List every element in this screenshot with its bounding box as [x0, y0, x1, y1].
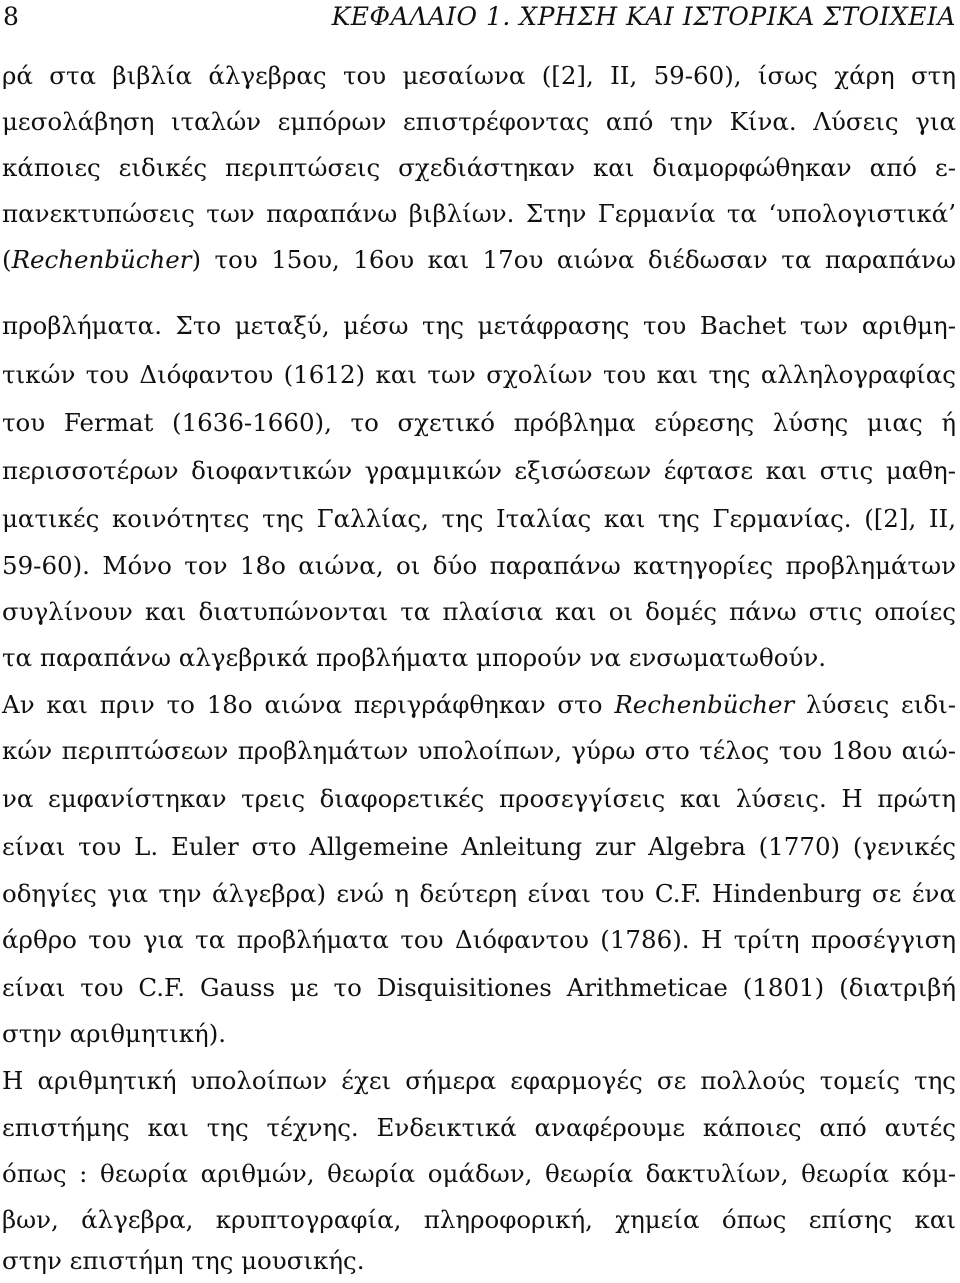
text-line: τικών του Διόφαντου (1612) και των σχολίων του και της αλληλογραφίας [2, 360, 956, 389]
text-line: κών περιπτώσεων προβλημάτων υπολοίπων, γύρω στο τέλος του 18ου αιώ- [2, 736, 956, 765]
text-line: πανεκτυπώσεις των παραπάνω βιβλίων. Στην Γερμανία τα ‘υπολογιστικά’ [2, 199, 956, 228]
text-line: μεσολάβηση ιταλών εμπόρων επιστρέφοντας από την Κίνα. Λύσεις για [2, 107, 956, 136]
text-line: στην επιστήμη της μουσικής. [2, 1246, 365, 1275]
text-line: προβλήματα. Στο μεταξύ, μέσω της μετάφρασης του Bachet των αριθμη- [2, 311, 956, 340]
page-number: 8 [3, 2, 19, 31]
text-line: ρά στα βιβλία άλγεβρας του μεσαίωνα ([2], II, 59-60), ίσως χάρη στη [2, 61, 956, 90]
text-run: ) του 15ου, 16ου και 17ου αιώνα διέδωσαν τα παραπάνω [191, 245, 956, 274]
text-line: στην αριθμητική). [2, 1019, 227, 1048]
text-line: κάποιες ειδικές περιπτώσεις σχεδιάστηκαν και διαμορφώθηκαν από ε- [2, 153, 956, 182]
text-line: όπως : θεωρία αριθμών, θεωρία ομάδων, θεωρία δακτυλίων, θεωρία κόμ- [2, 1159, 956, 1188]
text-line: ματικές κοινότητες της Γαλλίας, της Ιταλίας και της Γερμανίας. ([2], II, [2, 504, 956, 533]
chapter-title: ΚΕΦΑΛΑΙΟ 1. ΧΡΗΣΗ ΚΑΙ ΙΣΤΟΡΙΚΑ ΣΤΟΙΧΕΙΑ [331, 2, 956, 31]
text-line: συγλίνουν και διατυπώνονται τα πλαίσια και οι δομές πάνω στις οποίες [2, 597, 956, 626]
italic-term: Rechenbücher [11, 245, 192, 274]
text-run: λύσεις ειδι- [794, 690, 956, 719]
running-head [0, 0, 960, 40]
text-line [2, 240, 956, 280]
italic-term: Rechenbücher [614, 690, 795, 719]
text-line: Η αριθμητική υπολοίπων έχει σήμερα εφαρμογές σε πολλούς τομείς της [2, 1066, 956, 1095]
text-line: άρθρο του για τα προβλήματα του Διόφαντου (1786). Η τρίτη προσέγγιση [2, 925, 956, 954]
text-line: περισσοτέρων διοφαντικών γραμμικών εξισώσεων έφτασε και στις μαθη- [2, 456, 956, 485]
text-line: 59-60). Μόνο τον 18ο αιώνα, οι δύο παραπάνω κατηγορίες προβλημάτων [2, 551, 956, 580]
text-line: τα παραπάνω αλγεβρικά προβλήματα μπορούν να ενσωματωθούν. [2, 643, 827, 672]
text-line: του Fermat (1636-1660), το σχετικό πρόβλημα εύρεσης λύσης μιας ή [2, 408, 956, 437]
text-line: οδηγίες για την άλγεβρα) ενώ η δεύτερη είναι του C.F. Hindenburg σε ένα [2, 879, 956, 908]
text-line: είναι του L. Euler στο Allgemeine Anleitung zur Algebra (1770) (γενικές [2, 832, 956, 861]
text-run: ( [2, 245, 12, 274]
text-run: Αν και πριν το 18ο αιώνα περιγράφθηκαν στο [2, 690, 615, 719]
text-line [2, 685, 956, 725]
text-line: επιστήμης και της τέχνης. Ενδεικτικά αναφέρουμε κάποιες από αυτές [2, 1113, 956, 1142]
text-line: βων, άλγεβρα, κρυπτογραφία, πληροφορική, χημεία όπως επίσης και [2, 1205, 956, 1234]
text-line: να εμφανίστηκαν τρεις διαφορετικές προσεγγίσεις και λύσεις. Η πρώτη [2, 784, 956, 813]
text-line: είναι του C.F. Gauss με το Disquisitiones Arithmeticae (1801) (διατριβή [2, 973, 956, 1002]
